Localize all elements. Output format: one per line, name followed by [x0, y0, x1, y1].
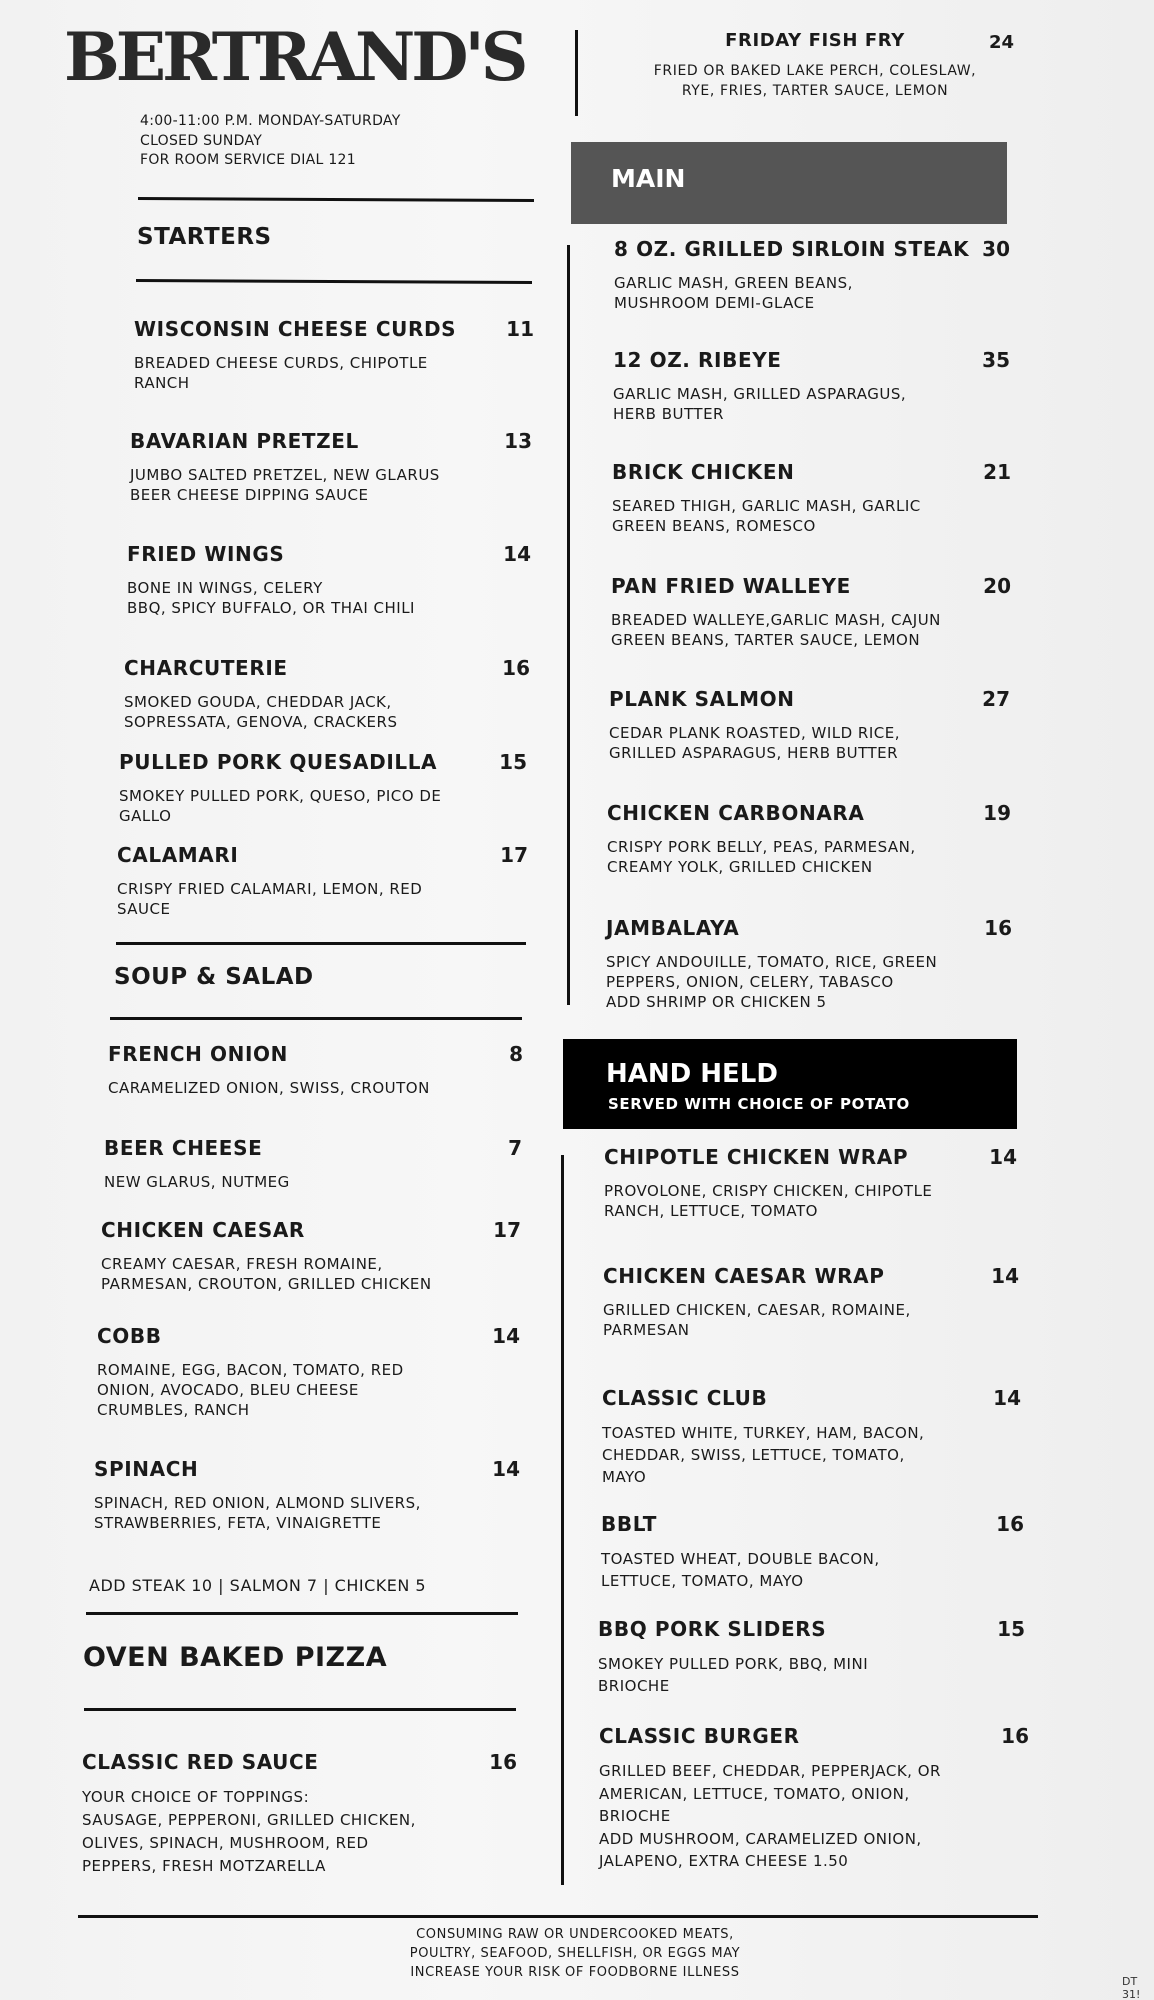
item-price: 14	[993, 1386, 1021, 1410]
desc-line: GARLIC MASH, GREEN BEANS,	[614, 274, 853, 292]
section-title-hand-held: HAND HELD	[606, 1059, 778, 1089]
desc-line: GREEN BEANS, TARTER SAUCE, LEMON	[611, 631, 921, 649]
disclaimer-line: POULTRY, SEAFOOD, SHELLFISH, OR EGGS MAY	[409, 1946, 741, 1961]
divider	[138, 197, 534, 202]
special-desc-line: RYE, FRIES, TARTER SAUCE, LEMON	[681, 83, 949, 99]
item-name: SPINACH	[94, 1457, 199, 1481]
item-price: 16	[984, 916, 1012, 940]
item-description	[611, 610, 1011, 650]
hours-line: CLOSED SUNDAY	[140, 132, 263, 149]
item-description	[612, 496, 1011, 536]
item-name: JAMBALAYA	[606, 916, 740, 940]
desc-line: OLIVES, SPINACH, MUSHROOM, RED	[82, 1834, 369, 1852]
desc-line: SAUCE	[117, 900, 171, 918]
desc-line: ADD SHRIMP OR CHICKEN 5	[606, 993, 827, 1011]
menu-item	[609, 687, 1010, 763]
desc-line: ADD MUSHROOM, CARAMELIZED ONION,	[599, 1829, 922, 1848]
desc-line: MAYO	[602, 1468, 647, 1486]
menu-item	[599, 1724, 1029, 1873]
menu-item	[598, 1617, 1025, 1697]
item-name: BBQ PORK SLIDERS	[598, 1617, 827, 1641]
hours-block	[140, 112, 401, 171]
item-price: 30	[982, 237, 1010, 261]
menu-item	[94, 1457, 520, 1533]
divider	[136, 279, 532, 284]
desc-line: SMOKEY PULLED PORK, QUESO, PICO DE	[119, 787, 442, 805]
print-code: DT 31!	[1122, 1975, 1141, 2000]
desc-line: GARLIC MASH, GRILLED ASPARAGUS,	[613, 385, 907, 403]
menu-item	[601, 1512, 1024, 1592]
item-name: FRENCH ONION	[108, 1042, 288, 1066]
item-price: 21	[983, 460, 1011, 484]
section-title-main: MAIN	[611, 164, 686, 193]
footer-divider	[78, 1915, 1038, 1918]
item-description	[117, 879, 528, 919]
desc-line: BEER CHEESE DIPPING SAUCE	[130, 486, 369, 504]
item-description	[606, 952, 1012, 1012]
handheld-divider	[561, 1155, 564, 1885]
item-price: 14	[492, 1457, 520, 1481]
item-name: FRIED WINGS	[127, 542, 285, 566]
item-description	[127, 578, 531, 618]
desc-line: GRILLED ASPARAGUS, HERB BUTTER	[609, 744, 899, 762]
desc-line: TOASTED WHEAT, DOUBLE BACON,	[601, 1550, 880, 1568]
menu-item	[613, 348, 1010, 424]
item-price: 16	[489, 1750, 517, 1774]
header-divider	[575, 30, 578, 116]
item-price: 17	[493, 1218, 521, 1242]
friday-special	[630, 30, 1014, 101]
divider	[116, 942, 526, 945]
section-band-hand-held	[563, 1039, 1017, 1129]
item-price: 14	[503, 542, 531, 566]
item-name: CLASSIC BURGER	[599, 1724, 800, 1748]
item-name: CHICKEN CAESAR	[101, 1218, 305, 1242]
menu-item	[124, 656, 530, 732]
section-band-main	[571, 142, 1007, 224]
desc-line: CHEDDAR, SWISS, LETTUCE, TOMATO,	[602, 1446, 905, 1464]
desc-line: BONE IN WINGS, CELERY	[127, 579, 323, 597]
item-description	[598, 1653, 1025, 1697]
item-price: 16	[502, 656, 530, 680]
item-name: BEER CHEESE	[104, 1136, 263, 1160]
desc-line: PEPPERS, ONION, CELERY, TABASCO	[606, 973, 894, 991]
menu-item	[130, 429, 532, 505]
item-description	[607, 837, 1011, 877]
item-name: BRICK CHICKEN	[612, 460, 795, 484]
desc-line: AMERICAN, LETTUCE, TOMATO, ONION,	[599, 1784, 910, 1803]
desc-line: RANCH, LETTUCE, TOMATO	[604, 1202, 818, 1220]
desc-line: CEDAR PLANK ROASTED, WILD RICE,	[609, 724, 900, 742]
item-description	[94, 1493, 520, 1533]
item-name: WISCONSIN CHEESE CURDS	[134, 317, 457, 341]
desc-line: LETTUCE, TOMATO, MAYO	[601, 1572, 804, 1590]
item-description	[609, 723, 1010, 763]
item-price: 35	[982, 348, 1010, 372]
special-name: FRIDAY FISH FRY	[725, 30, 905, 51]
item-price: 19	[983, 801, 1011, 825]
divider	[86, 1612, 518, 1615]
desc-line: SMOKEY PULLED PORK, BBQ, MINI	[598, 1655, 869, 1673]
item-price: 17	[500, 843, 528, 867]
restaurant-logo: BERTRAND'S	[64, 18, 525, 96]
item-name: BBLT	[601, 1512, 657, 1536]
item-description	[599, 1760, 1029, 1873]
desc-line: BBQ, SPICY BUFFALO, OR THAI CHILI	[127, 599, 415, 617]
item-name: CHICKEN CARBONARA	[607, 801, 865, 825]
item-description	[101, 1254, 521, 1294]
desc-line: CREAMY YOLK, GRILLED CHICKEN	[607, 858, 873, 876]
item-description	[104, 1172, 522, 1192]
item-description	[82, 1786, 517, 1878]
desc-line: ONION, AVOCADO, BLEU CHEESE	[97, 1381, 359, 1399]
desc-line: CRISPY PORK BELLY, PEAS, PARMESAN,	[607, 838, 916, 856]
item-price: 8	[509, 1042, 523, 1066]
item-description	[613, 384, 1010, 424]
desc-line: RANCH	[134, 374, 190, 392]
special-description	[630, 61, 1000, 101]
item-price: 16	[996, 1512, 1024, 1536]
item-description	[602, 1422, 1021, 1488]
desc-line: CRISPY FRIED CALAMARI, LEMON, RED	[117, 880, 423, 898]
item-price: 27	[982, 687, 1010, 711]
item-name: PULLED PORK QUESADILLA	[119, 750, 438, 774]
item-price: 14	[989, 1145, 1017, 1169]
desc-line: PARMESAN, CROUTON, GRILLED CHICKEN	[101, 1275, 432, 1293]
section-title-soup-salad: SOUP & SALAD	[114, 964, 314, 990]
item-description	[108, 1078, 523, 1098]
desc-line: BRIOCHE	[599, 1807, 671, 1825]
desc-line: STRAWBERRIES, FETA, VINAIGRETTE	[94, 1514, 382, 1532]
item-price: 15	[997, 1617, 1025, 1641]
desc-line: BRIOCHE	[598, 1677, 670, 1695]
menu-item	[612, 460, 1011, 536]
desc-line: CREAMY CAESAR, FRESH ROMAINE,	[101, 1255, 383, 1273]
desc-line: SMOKED GOUDA, CHEDDAR JACK,	[124, 693, 392, 711]
desc-line: PROVOLONE, CRISPY CHICKEN, CHIPOTLE	[604, 1182, 933, 1200]
desc-line: SEARED THIGH, GARLIC MASH, GARLIC	[612, 497, 921, 515]
menu-item	[604, 1145, 1017, 1221]
divider	[84, 1708, 516, 1711]
desc-line: YOUR CHOICE OF TOPPINGS:	[82, 1788, 310, 1806]
desc-line: NEW GLARUS, NUTMEG	[104, 1173, 290, 1191]
section-title-starters: STARTERS	[137, 224, 272, 250]
desc-line: CARAMELIZED ONION, SWISS, CROUTON	[108, 1079, 430, 1097]
item-description	[604, 1181, 1017, 1221]
item-name: CALAMARI	[117, 843, 239, 867]
item-description	[124, 692, 530, 732]
desc-line: GRILLED BEEF, CHEDDAR, PEPPERJACK, OR	[599, 1762, 941, 1780]
food-safety-disclaimer	[300, 1925, 850, 1982]
hours-line: 4:00-11:00 P.M. MONDAY-SATURDAY	[140, 113, 401, 129]
item-price: 15	[499, 750, 527, 774]
item-name: CLASSIC CLUB	[602, 1386, 768, 1410]
special-price: 24	[988, 32, 1014, 53]
item-name: PAN FRIED WALLEYE	[611, 574, 851, 598]
disclaimer-line: CONSUMING RAW OR UNDERCOOKED MEATS,	[416, 1927, 734, 1942]
desc-line: PARMESAN	[603, 1321, 690, 1339]
item-name: CLASSIC RED SAUCE	[82, 1750, 319, 1774]
menu-item	[603, 1264, 1019, 1340]
menu-item	[134, 317, 534, 393]
menu-item	[97, 1324, 520, 1420]
item-description	[130, 465, 532, 505]
desc-line: TOASTED WHITE, TURKEY, HAM, BACON,	[602, 1424, 925, 1442]
desc-line: GRILLED CHICKEN, CAESAR, ROMAINE,	[603, 1301, 911, 1319]
desc-line: CRUMBLES, RANCH	[97, 1401, 250, 1419]
item-price: 14	[492, 1324, 520, 1348]
section-title-pizza: OVEN BAKED PIZZA	[83, 1642, 388, 1673]
item-price: 7	[508, 1136, 522, 1160]
menu-item	[602, 1386, 1021, 1488]
item-name: 12 OZ. RIBEYE	[613, 348, 782, 372]
menu-item	[127, 542, 531, 618]
item-description	[603, 1300, 1019, 1340]
item-description	[134, 353, 534, 393]
menu-item	[117, 843, 528, 919]
salad-addons: ADD STEAK 10 | SALMON 7 | CHICKEN 5	[89, 1576, 427, 1595]
desc-line: JUMBO SALTED PRETZEL, NEW GLARUS	[130, 466, 440, 484]
item-price: 20	[983, 574, 1011, 598]
item-name: CHICKEN CAESAR WRAP	[603, 1264, 885, 1288]
item-description	[119, 786, 527, 826]
item-price: 13	[504, 429, 532, 453]
menu-item	[82, 1750, 517, 1878]
item-name: BAVARIAN PRETZEL	[130, 429, 359, 453]
desc-line: ROMAINE, EGG, BACON, TOMATO, RED	[97, 1361, 404, 1379]
divider	[110, 1017, 522, 1020]
item-name: PLANK SALMON	[609, 687, 795, 711]
hours-line: FOR ROOM SERVICE DIAL 121	[140, 152, 356, 168]
menu-item	[101, 1218, 521, 1294]
section-subtitle-hand-held: SERVED WITH CHOICE OF POTATO	[608, 1095, 910, 1113]
menu-item	[606, 916, 1012, 1012]
desc-line: SOPRESSATA, GENOVA, CRACKERS	[124, 713, 398, 731]
item-price: 14	[991, 1264, 1019, 1288]
item-name: CHARCUTERIE	[124, 656, 288, 680]
desc-line: MUSHROOM DEMI-GLACE	[614, 294, 815, 312]
desc-line: GALLO	[119, 807, 172, 825]
disclaimer-line: INCREASE YOUR RISK OF FOODBORNE ILLNESS	[410, 1965, 740, 1980]
item-name: CHIPOTLE CHICKEN WRAP	[604, 1145, 909, 1169]
desc-line: BREADED CHEESE CURDS, CHIPOTLE	[134, 354, 428, 372]
main-divider	[567, 245, 570, 1005]
desc-line: HERB BUTTER	[613, 405, 724, 423]
menu-item	[611, 574, 1011, 650]
desc-line: GREEN BEANS, ROMESCO	[612, 517, 816, 535]
desc-line: PEPPERS, FRESH MOTZARELLA	[82, 1857, 326, 1875]
special-desc-line: FRIED OR BAKED LAKE PERCH, COLESLAW,	[653, 63, 977, 79]
item-name: 8 OZ. GRILLED SIRLOIN STEAK	[614, 237, 970, 261]
item-description	[97, 1360, 520, 1420]
menu-item	[607, 801, 1011, 877]
menu-item	[104, 1136, 522, 1192]
desc-line: SAUSAGE, PEPPERONI, GRILLED CHICKEN,	[82, 1811, 416, 1829]
desc-line: BREADED WALLEYE,GARLIC MASH, CAJUN	[611, 611, 941, 629]
item-price: 16	[1001, 1724, 1029, 1748]
desc-line: JALAPENO, EXTRA CHEESE 1.50	[599, 1852, 849, 1870]
item-price: 11	[506, 317, 534, 341]
menu-item	[614, 237, 1010, 313]
menu-item	[108, 1042, 523, 1098]
desc-line: SPINACH, RED ONION, ALMOND SLIVERS,	[94, 1494, 421, 1512]
item-description	[601, 1548, 1024, 1592]
menu-item	[119, 750, 527, 826]
item-description	[614, 273, 1010, 313]
item-name: COBB	[97, 1324, 162, 1348]
desc-line: SPICY ANDOUILLE, TOMATO, RICE, GREEN	[606, 953, 938, 971]
